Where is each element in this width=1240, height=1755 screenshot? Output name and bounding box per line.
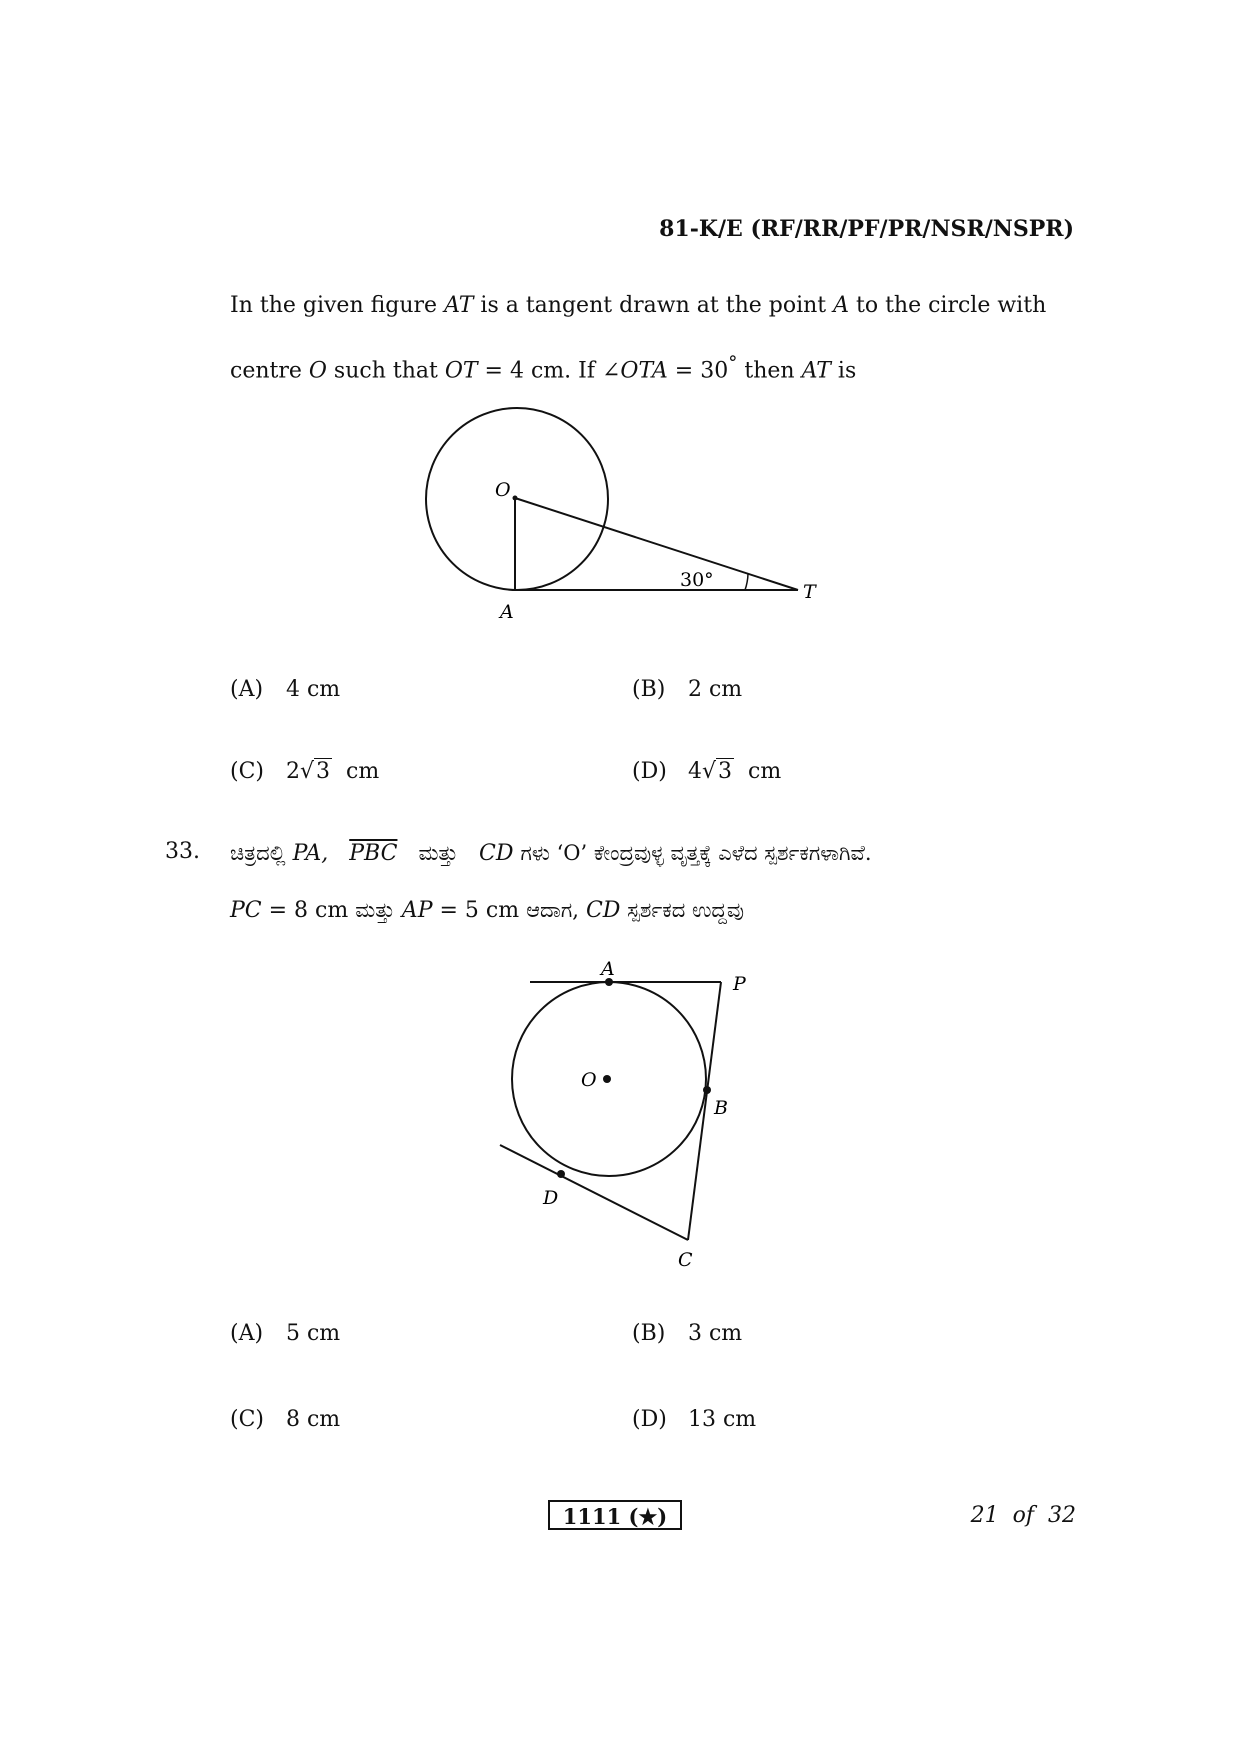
center-point (603, 1075, 611, 1083)
label-p: P (733, 973, 746, 995)
label-o: O (581, 1069, 597, 1091)
q33-option-b[interactable]: (B) 3 cm (632, 1321, 743, 1346)
q32-option-d[interactable]: (D) 4√3 cm (632, 759, 782, 784)
label-o: O (495, 479, 511, 501)
q33-line-1: ಚಿತ್ರದಲ್ಲಿ PA, $\overline{PBC}$ ಮತ್ತು CD ಗಳು ‘O’ ಕೇಂದ್ರವುಳ್ಳ ವೃತ್ತಕ್ಕೆ ಎಳೆದ ಸ್ಪರ್ಶಕಗಳಾಗಿವೆ. (230, 841, 872, 866)
label-a: A (601, 958, 615, 980)
label-c: C (678, 1249, 693, 1271)
label-b: B (714, 1097, 728, 1119)
q32-option-b[interactable]: (B) 2 cm (632, 677, 743, 702)
q33-option-d[interactable]: (D) 13 cm (632, 1407, 757, 1432)
angle-label: 30° (680, 569, 714, 591)
q32-figure (400, 400, 840, 630)
q33-option-c[interactable]: (C) 8 cm (230, 1407, 341, 1432)
angle-arc (745, 574, 748, 590)
q32-option-c[interactable]: (C) 2√3 cm (230, 759, 380, 784)
q33-line-2: PC = 8 cm ಮತ್ತು AP = 5 cm ಆದಾಗ, CD ಸ್ಪರ್ಶಕದ ಉದ್ದವು (230, 898, 745, 923)
tangent-cd (500, 1145, 688, 1240)
point-d (557, 1170, 565, 1178)
q32-line-2: centre O such that OT = 4 cm. If ∠OTA = 30° then AT is (230, 353, 857, 384)
q32-line-1: In the given figure AT is a tangent drawn at the point A to the circle with (230, 293, 1047, 318)
label-t: T (803, 581, 816, 603)
point-b (703, 1086, 711, 1094)
center-point (513, 496, 518, 501)
page-number: 21 of 32 (970, 1503, 1076, 1528)
label-d: D (543, 1187, 559, 1209)
q33-number: 33. (165, 839, 200, 864)
q33-figure (480, 950, 780, 1280)
booklet-code-box: 1111 (★) (548, 1500, 682, 1530)
label-a: A (500, 601, 514, 623)
q32-option-a[interactable]: (A) 4 cm (230, 677, 341, 702)
paper-code-header: 81-K/E (RF/RR/PF/PR/NSR/NSPR) (659, 216, 1074, 242)
line-ot (515, 498, 798, 590)
q33-option-a[interactable]: (A) 5 cm (230, 1321, 341, 1346)
